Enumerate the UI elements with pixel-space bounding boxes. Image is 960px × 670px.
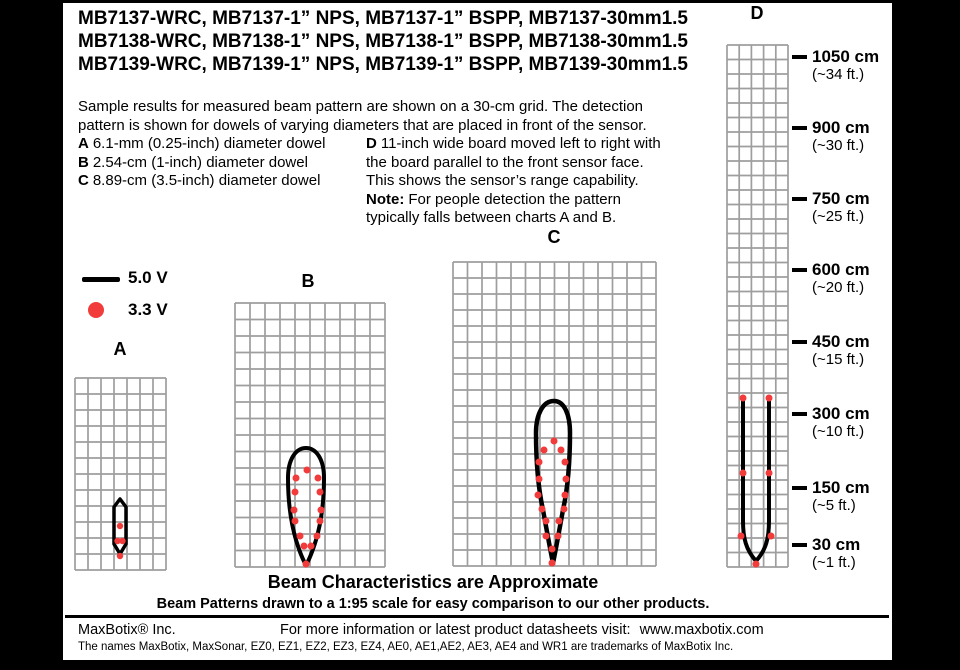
title-line-3: MB7139-WRC, MB7139-1” NPS, MB7139-1” BSPP, MB7139-30mm1.5 [78, 54, 689, 75]
tick-cm-label: 450 cm [812, 332, 870, 351]
scale-tick-450cm [790, 332, 900, 372]
beam-chart-c [452, 261, 657, 567]
dowel-desc-c: 8.89-cm (3.5-inch) diameter dowel [92, 172, 321, 189]
dowel-item-a [78, 135, 325, 154]
scale-tick-30cm [790, 535, 900, 575]
board-note-line-5: typically falls between charts A and B. [366, 209, 617, 226]
chart-b-label: B [301, 271, 315, 291]
tick-cm-label: 150 cm [812, 478, 870, 497]
website-link[interactable]: www.maxbotix.com [639, 622, 764, 638]
dowel-key-c: C [78, 172, 89, 189]
chart-d-label: D [750, 3, 764, 23]
tick-dash-icon [792, 340, 807, 344]
footer-info-text: For more information or latest product datasheets visit: [280, 622, 631, 638]
tick-cm-label: 900 cm [812, 118, 870, 137]
tick-ft-label: (~5 ft.) [812, 497, 856, 514]
tick-dash-icon [792, 197, 807, 201]
approx-heading: Beam Characteristics are Approximate [267, 572, 599, 592]
dowel-list [78, 135, 325, 191]
tick-dash-icon [792, 543, 807, 547]
board-note-line-1 [366, 135, 661, 154]
board-note [366, 135, 661, 228]
board-note-line-2: the board parallel to the front sensor face. [366, 153, 644, 171]
note-text-1: For people detection the pattern [408, 190, 621, 208]
chart-a-label: A [113, 339, 127, 359]
tick-cm-label: 600 cm [812, 260, 870, 279]
tick-cm-label: 750 cm [812, 189, 870, 208]
intro-line-2: pattern is shown for dowels of varying diameters that are placed in front of the sensor. [78, 116, 647, 134]
scale-tick-150cm [790, 478, 900, 518]
scale-tick-300cm [790, 404, 900, 444]
legend-3v-dot-swatch [88, 302, 104, 318]
legend-5v-label: 5.0 V [128, 268, 168, 287]
scale-note: Beam Patterns drawn to a 1:95 scale for easy comparison to our other products. [156, 596, 710, 612]
tick-cm-label: 300 cm [812, 404, 870, 423]
board-key-d: D [366, 135, 377, 152]
page-title [78, 7, 688, 76]
title-line-1: MB7137-WRC, MB7137-1” NPS, MB7137-1” BSPP, MB7137-30mm1.5 [78, 8, 689, 29]
tick-dash-icon [792, 486, 807, 490]
tick-cm-label: 30 cm [812, 535, 861, 554]
scale-tick-600cm [790, 260, 900, 300]
tick-dash-icon [792, 268, 807, 272]
brand-name: MaxBotix® Inc. [78, 622, 176, 638]
tick-ft-label: (~20 ft.) [812, 279, 865, 296]
board-note-text-1: 11-inch wide board moved left to right with [380, 135, 661, 152]
scale-tick-750cm [790, 189, 900, 229]
footer-info [280, 622, 764, 638]
legend-5v-line-swatch [82, 277, 120, 282]
dowel-desc-b: 2.54-cm (1-inch) diameter dowel [92, 153, 308, 171]
tick-ft-label: (~30 ft.) [812, 137, 865, 154]
footer-divider [65, 615, 889, 618]
title-line-2: MB7138-WRC, MB7138-1” NPS, MB7138-1” BSPP, MB7138-30mm1.5 [78, 31, 689, 52]
beam-chart-d [726, 44, 789, 568]
trademark-notice: The names MaxBotix, MaxSonar, EZ0, EZ1, EZ2, EZ3, EZ4, AE0, AE1,AE2, AE3, AE4 and WR1 are trademarks of MaxBotix Inc. [78, 641, 734, 653]
tick-dash-icon [792, 126, 807, 130]
beam-chart-b [234, 302, 386, 568]
scale-tick-900cm [790, 118, 900, 158]
tick-ft-label: (~25 ft.) [812, 208, 865, 225]
tick-dash-icon [792, 412, 807, 416]
dowel-key-a: A [78, 135, 89, 152]
board-note-line-3: This shows the sensor’s range capability. [366, 172, 639, 189]
dowel-key-b: B [78, 153, 89, 171]
tick-ft-label: (~34 ft.) [812, 66, 865, 83]
tick-ft-label: (~10 ft.) [812, 423, 865, 440]
note-label: Note: [366, 190, 405, 208]
tick-ft-label: (~15 ft.) [812, 351, 865, 368]
legend-3v-label: 3.3 V [128, 300, 168, 319]
tick-dash-icon [792, 55, 807, 59]
intro-paragraph [78, 98, 647, 135]
board-note-line-4 [366, 191, 661, 210]
intro-line-1: Sample results for measured beam pattern are shown on a 30-cm grid. The detection [78, 98, 644, 115]
dowel-desc-a: 6.1-mm (0.25-inch) diameter dowel [92, 135, 326, 152]
scale-tick-1050cm [790, 47, 900, 87]
chart-c-label: C [547, 227, 561, 247]
tick-cm-label: 1050 cm [812, 47, 880, 66]
tick-ft-label: (~1 ft.) [812, 554, 856, 571]
dowel-item-c [78, 172, 325, 191]
dowel-item-b [78, 154, 325, 173]
beam-chart-a [74, 377, 167, 571]
